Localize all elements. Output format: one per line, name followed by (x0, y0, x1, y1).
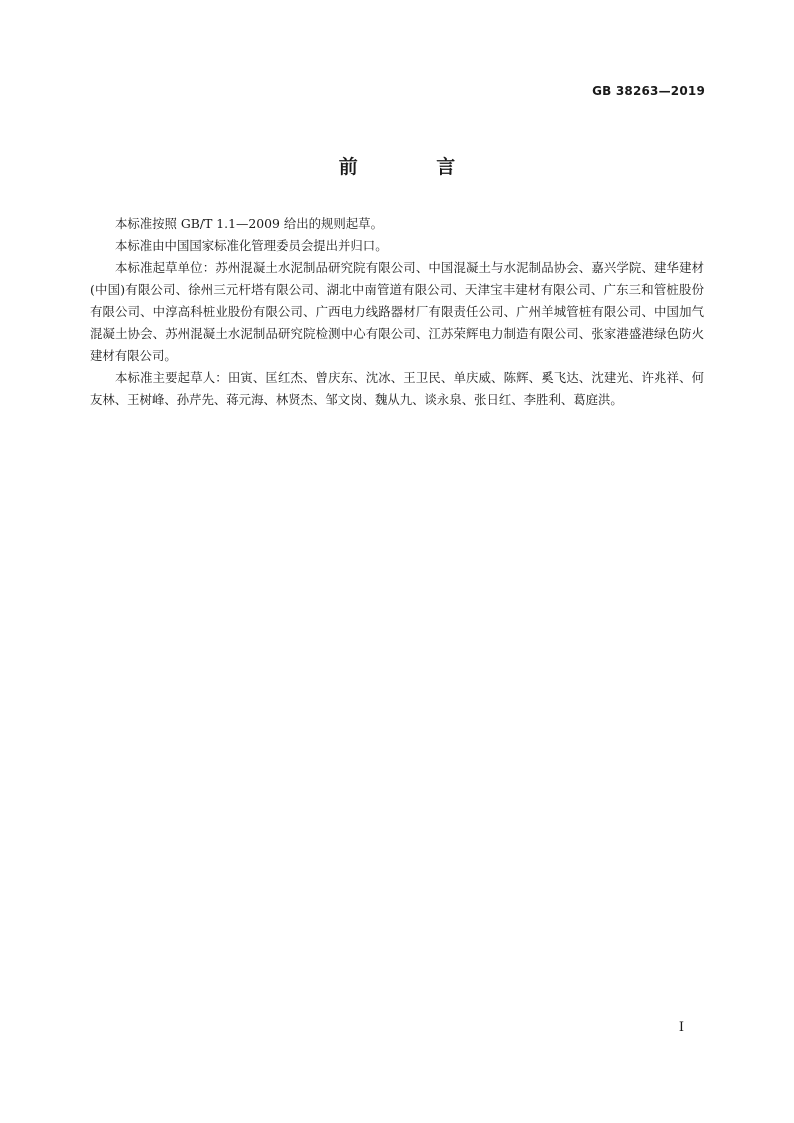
page-title: 前 言 (338, 156, 492, 178)
paragraph-drafting-units: 本标准起草单位：苏州混凝土水泥制品研究院有限公司、中国混凝土与水泥制品协会、嘉兴学院、建华建材(中国)有限公司、徐州三元杆塔有限公司、湖北中南管道有限公司、天津宝丰建材有限公司、广东三和管桩股份有限公司、中淳高科桩业股份有限公司、广西电力线路器材厂有限责任公司、广州羊城管桩有限公司、中国加气混凝土协会、苏州混凝土水泥制品研究院检测中心有限公司、江苏荣辉电力制造有限公司、张家港盛港绿色防火建材有限公司。 (90, 260, 704, 363)
paragraph-drafters: 本标准主要起草人：田寅、匡红杰、曾庆东、沈冰、王卫民、单庆威、陈辉、奚飞达、沈建光、许兆祥、何友林、王树峰、孙芹先、蒋元海、林贤杰、邹文岗、魏从九、谈永泉、张日红、李胜利、葛庭洪。 (90, 370, 704, 407)
page-number: I (678, 1020, 684, 1035)
paragraph-drafting-rules: 本标准按照 GB/T 1.1—2009 给出的规则起草。 (115, 216, 383, 231)
standard-code: GB 38263—2019 (592, 84, 705, 98)
foreword-body (90, 213, 704, 411)
paragraph-proposer: 本标准由中国国家标准化管理委员会提出并归口。 (115, 238, 388, 253)
